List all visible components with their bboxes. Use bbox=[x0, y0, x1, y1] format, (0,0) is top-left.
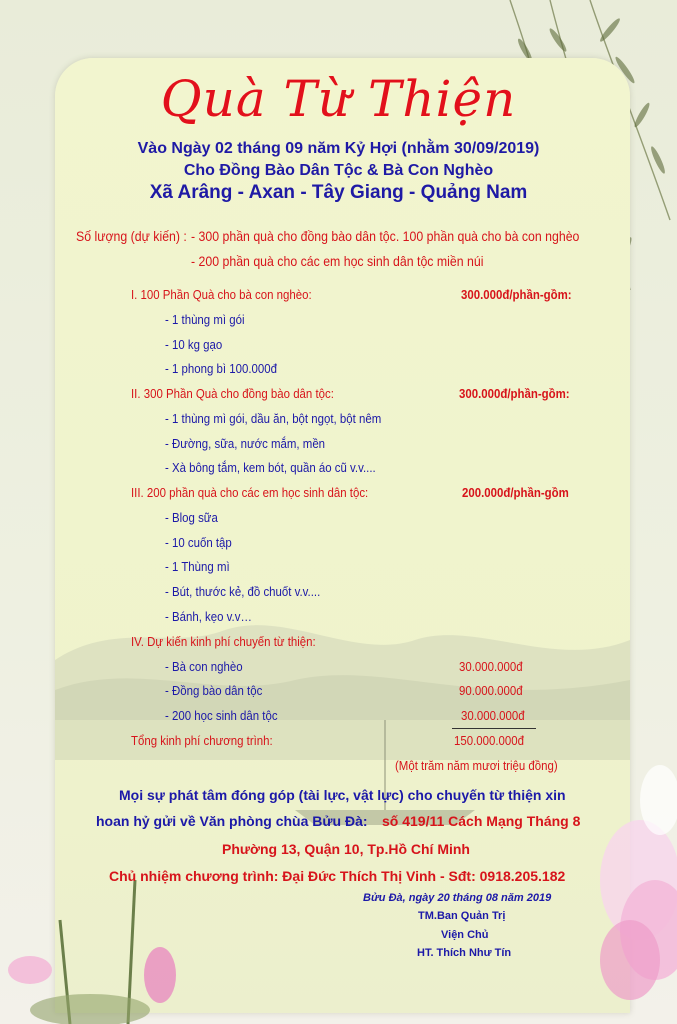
lotus-flower-decoration bbox=[560, 760, 677, 1024]
budget-row-label: - 200 học sinh dân tộc bbox=[165, 708, 278, 723]
quantity-label: Số lượng (dự kiến) : bbox=[76, 228, 187, 244]
appeal-line-3: Phường 13, Quận 10, Tp.Hồ Chí Minh bbox=[222, 841, 470, 857]
budget-heading: IV. Dự kiến kinh phí chuyến từ thiện: bbox=[131, 634, 316, 649]
signature-name: HT. Thích Như Tín bbox=[417, 947, 512, 959]
list-item: - 10 kg gạo bbox=[165, 337, 223, 352]
list-item: - Blog sữa bbox=[165, 510, 218, 525]
list-item: - Đường, sữa, nước mắm, mền bbox=[165, 436, 326, 451]
budget-total-label: Tổng kinh phí chương trình: bbox=[131, 733, 273, 748]
appeal-line-2-address: số 419/11 Cách Mạng Tháng 8 bbox=[382, 813, 581, 829]
budget-row-amount: 90.000.000đ bbox=[459, 683, 523, 698]
sum-divider bbox=[452, 728, 536, 729]
appeal-line-2-prefix: hoan hỷ gửi về Văn phòng chùa Bửu Đà: bbox=[96, 813, 368, 829]
location-line: Xã Arâng - Axan - Tây Giang - Quảng Nam bbox=[149, 182, 528, 203]
list-item: - Bút, thước kẻ, đồ chuốt v.v.... bbox=[165, 584, 321, 599]
appeal-line-4: Chủ nhiệm chương trình: Đại Đức Thích Thị Vinh - Sđt: 0918.205.182 bbox=[109, 868, 566, 884]
signature-place-date: Bửu Đà, ngày 20 tháng 08 năm 2019 bbox=[363, 892, 552, 904]
section-heading: II. 300 Phần Quà cho đồng bào dân tộc: bbox=[131, 386, 334, 401]
list-item: - 1 thùng mì gói bbox=[165, 312, 245, 327]
section-heading: I. 100 Phần Quà cho bà con nghèo: bbox=[131, 287, 312, 302]
signature-org: TM.Ban Quản Trị bbox=[418, 910, 506, 922]
section-price: 200.000đ/phần-gồm bbox=[462, 485, 569, 500]
section-price: 300.000đ/phần-gồm: bbox=[459, 386, 570, 401]
page-title: Quà Từ Thiện bbox=[160, 70, 517, 128]
quantity-line-1: - 300 phần quà cho đồng bào dân tộc. 100 phần quà cho bà con nghèo bbox=[191, 228, 580, 244]
section-heading: III. 200 phần quà cho các em học sinh dân tộc: bbox=[131, 485, 369, 500]
audience-line: Cho Đồng Bào Dân Tộc & Bà Con Nghèo bbox=[183, 162, 494, 179]
budget-total-amount: 150.000.000đ bbox=[454, 733, 524, 748]
list-item: - 10 cuốn tập bbox=[165, 535, 232, 550]
list-item: - 1 phong bì 100.000đ bbox=[165, 361, 277, 376]
budget-total-words: (Một trăm năm mươi triệu đồng) bbox=[395, 758, 558, 773]
date-line: Vào Ngày 02 tháng 09 năm Kỷ Hợi (nhằm 30/09/2019) bbox=[137, 140, 540, 157]
list-item: - 1 Thùng mì bbox=[165, 559, 230, 574]
section-price: 300.000đ/phần-gồm: bbox=[461, 287, 572, 302]
budget-row-label: - Bà con nghèo bbox=[165, 659, 243, 674]
budget-row-label: - Đồng bào dân tộc bbox=[165, 683, 263, 698]
list-item: - 1 thùng mì gói, dầu ăn, bột ngọt, bột nêm bbox=[165, 411, 382, 426]
list-item: - Xà bông tắm, kem bót, quần áo cũ v.v.... bbox=[165, 460, 376, 475]
budget-row-amount: 30.000.000đ bbox=[459, 659, 523, 674]
appeal-line-1: Mọi sự phát tâm đóng góp (tài lực, vật lực) cho chuyến từ thiện xin bbox=[119, 787, 566, 803]
quantity-line-2: - 200 phần quà cho các em học sinh dân tộc miền núi bbox=[191, 253, 484, 269]
budget-row-amount: 30.000.000đ bbox=[461, 708, 525, 723]
signature-role: Viện Chủ bbox=[441, 929, 489, 941]
lotus-bud-decoration bbox=[0, 880, 260, 1024]
list-item: - Bánh, kẹo v.v… bbox=[165, 609, 252, 624]
